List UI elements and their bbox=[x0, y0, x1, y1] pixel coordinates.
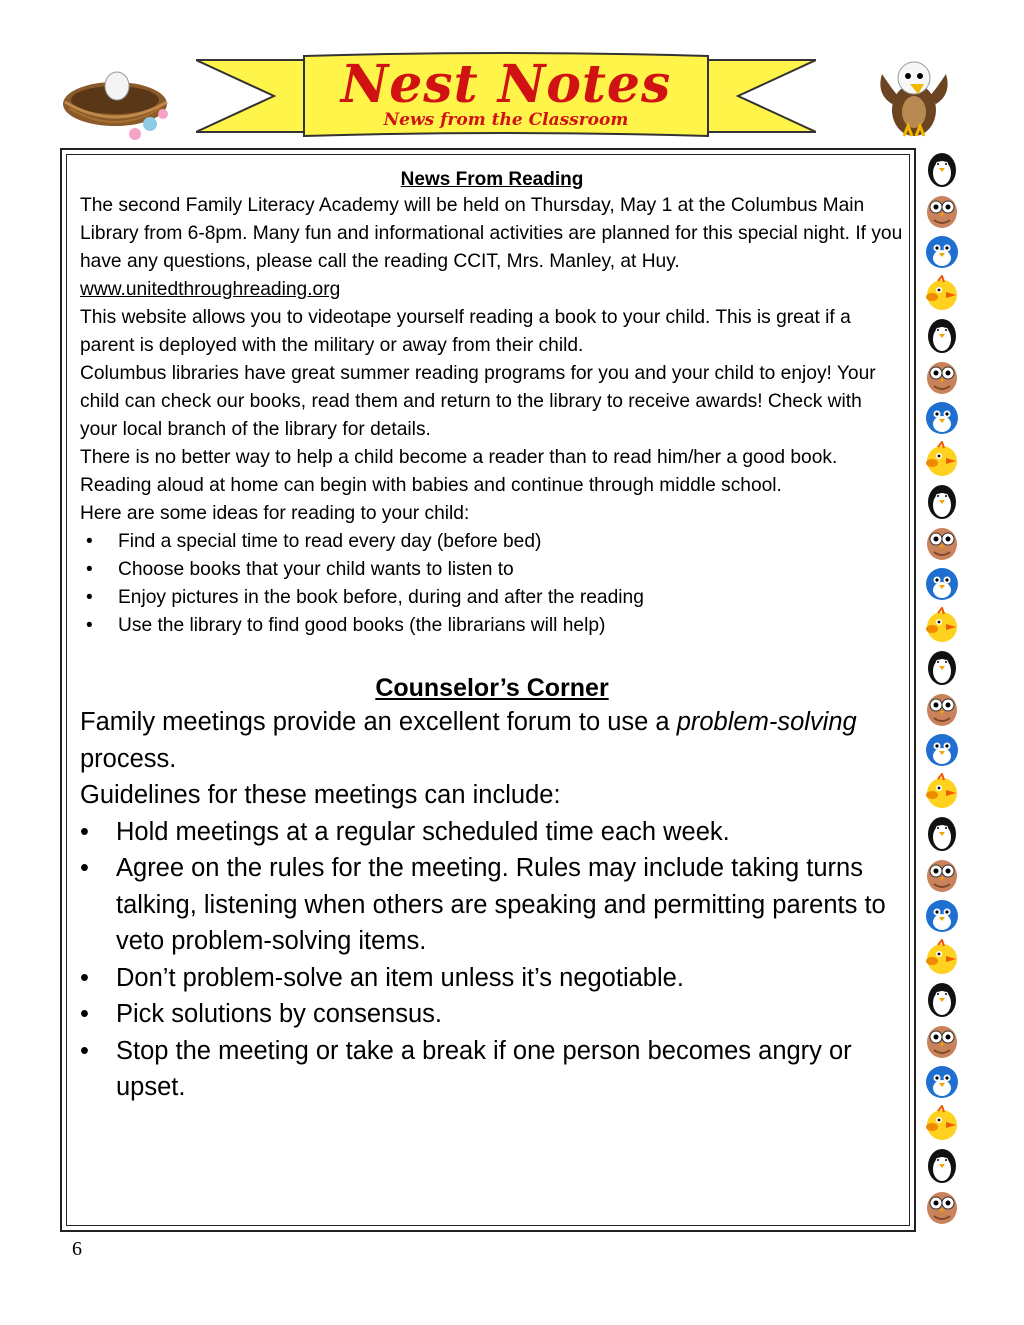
page-number: 6 bbox=[72, 1238, 82, 1260]
owl-icon bbox=[922, 856, 962, 894]
bullet-icon: • bbox=[80, 1000, 89, 1028]
blue-bird-icon bbox=[922, 233, 962, 271]
owl-icon bbox=[922, 358, 962, 396]
bird-border bbox=[922, 150, 966, 1229]
chick-icon bbox=[922, 773, 962, 811]
owl-icon bbox=[922, 1022, 962, 1060]
list-item: • Hold meetings at a regular scheduled time each week. bbox=[80, 814, 904, 851]
penguin-icon bbox=[922, 648, 962, 686]
bullet-icon: • bbox=[86, 531, 93, 552]
bullet-icon: • bbox=[80, 817, 89, 846]
list-item: • Use the library to find good books (the librarians will help) bbox=[80, 612, 904, 640]
list-item: • Stop the meeting or take a break if one person becomes angry or upset. bbox=[80, 1033, 904, 1106]
blue-bird-icon bbox=[922, 565, 962, 603]
owl-icon bbox=[922, 1188, 962, 1226]
blue-bird-icon bbox=[922, 1063, 962, 1101]
chick-icon bbox=[922, 1105, 962, 1143]
bullet-icon: • bbox=[80, 854, 89, 882]
list-item: • Find a special time to read every day (before bed) bbox=[80, 528, 904, 556]
owl-icon bbox=[922, 524, 962, 562]
list-item: • Agree on the rules for the meeting. Rules may include taking turns talking, listening when others are speaking and permitting parents to veto problem-solving items. bbox=[80, 850, 904, 960]
chick-icon bbox=[922, 441, 962, 479]
reading-paragraph-libraries: Columbus libraries have great summer reading programs for you and your child to enjoy! Your child can check our books, read them and return to the library to receive awards! Check with your local branch of the library for details. bbox=[80, 363, 876, 440]
blue-bird-icon bbox=[922, 731, 962, 769]
reading-paragraph-read-aloud: There is no better way to help a child become a reader than to read him/her a good book. Reading aloud at home can begin with babies and continue through middle school. bbox=[80, 447, 838, 496]
owl-icon bbox=[922, 690, 962, 728]
reading-ideas-intro: Here are some ideas for reading to your child: bbox=[80, 503, 470, 524]
bullet-icon: • bbox=[80, 1036, 89, 1065]
penguin-icon bbox=[922, 150, 962, 188]
counselor-intro: Family meetings provide an excellent forum to use a problem-solving process. bbox=[80, 708, 857, 773]
reading-ideas-list bbox=[80, 528, 904, 640]
chick-icon bbox=[922, 275, 962, 313]
nest-with-egg-icon bbox=[55, 62, 185, 142]
reading-paragraph-website: This website allows you to videotape yourself reading a book to your child. This is great if a parent is deployed with the military or away from their child. bbox=[80, 307, 851, 356]
eagle-mascot-icon bbox=[872, 54, 956, 142]
list-item: • Choose books that your child wants to listen to bbox=[80, 556, 904, 584]
penguin-icon bbox=[922, 482, 962, 520]
reading-section-title: News From Reading bbox=[400, 169, 584, 190]
newsletter-banner bbox=[196, 52, 816, 140]
bullet-icon: • bbox=[86, 615, 93, 636]
penguin-icon bbox=[922, 814, 962, 852]
penguin-icon bbox=[922, 316, 962, 354]
list-item: • Enjoy pictures in the book before, during and after the reading bbox=[80, 584, 904, 612]
list-item: • Pick solutions by consensus. bbox=[80, 996, 904, 1033]
penguin-icon bbox=[922, 980, 962, 1018]
newsletter-content bbox=[80, 168, 904, 1106]
reading-paragraph-academy: The second Family Literacy Academy will be held on Thursday, May 1 at the Columbus Main Library from 6-8pm. Many fun and informational activities are planned for this special night. If you have any questions, please call the reading CCIT, Mrs. Manley, at Huy. bbox=[80, 195, 903, 272]
owl-icon bbox=[922, 192, 962, 230]
reading-website-link[interactable]: www.unitedthroughreading.org bbox=[80, 279, 341, 300]
chick-icon bbox=[922, 939, 962, 977]
bullet-icon: • bbox=[86, 559, 93, 580]
list-item: • Don’t problem-solve an item unless it’s negotiable. bbox=[80, 960, 904, 997]
penguin-icon bbox=[922, 1146, 962, 1184]
counselor-guidelines-intro: Guidelines for these meetings can include: bbox=[80, 781, 561, 809]
bullet-icon: • bbox=[80, 963, 89, 992]
newsletter-subtitle: News from the Classroom bbox=[383, 110, 629, 130]
chick-icon bbox=[922, 607, 962, 645]
newsletter-title: Nest Notes bbox=[340, 54, 672, 115]
bullet-icon: • bbox=[86, 587, 93, 608]
blue-bird-icon bbox=[922, 399, 962, 437]
blue-bird-icon bbox=[922, 897, 962, 935]
counselor-section-title: Counselor’s Corner bbox=[375, 674, 609, 702]
counselor-guidelines-list bbox=[80, 814, 904, 1106]
